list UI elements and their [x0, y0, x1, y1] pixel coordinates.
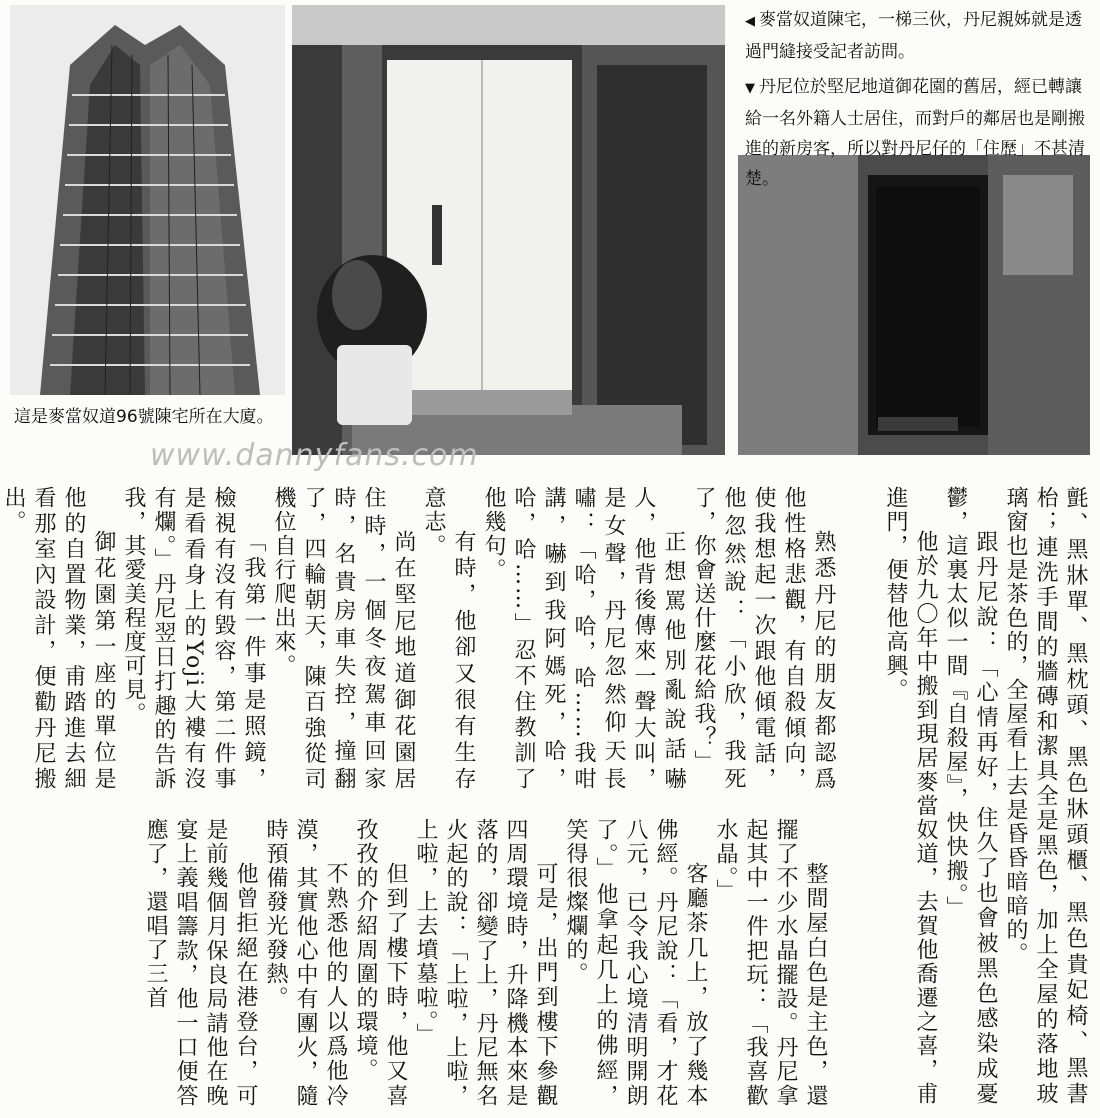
- old-residence-caption: [745, 72, 1095, 194]
- old-residence-caption-text: 丹尼位於堅尼地道御花園的舊居，經已轉讓給一名外籍人士居住，而對戶的鄰居也是剛搬進的新房客，所以對丹尼仔的「住歷」不甚清楚。: [745, 77, 1085, 189]
- article-upper-block: [1, 486, 838, 791]
- building-photo: [10, 5, 285, 395]
- dark-door-illustration: [738, 155, 1090, 455]
- article-paragraph: 但到了樓下時，他又喜孜孜的介紹周圍的環境。: [353, 818, 408, 1108]
- article-paragraph: 尚在堅尼地道御花園居住時，一個冬夜駕車回家時，名貴房車失控，撞翻了，四輪朝天，陳百強從司機位自行爬出來。: [271, 486, 416, 791]
- building-illustration: [10, 5, 285, 395]
- article-paragraph: 有時，他卻又很有生存意志。: [421, 486, 476, 791]
- watermark: www.dannyfans.com: [150, 438, 479, 473]
- article-paragraph: 他於九〇年中搬到現居麥當奴道，去賀他喬遷之喜，甫進門，便替他高興。: [883, 486, 938, 1106]
- article-paragraph: 整間屋白色是主色，還擺了不少水晶擺設。丹尼拿起其中一件把玩：「我喜歡水晶。」: [713, 818, 828, 1108]
- down-arrow-icon: ▼: [745, 81, 755, 96]
- door-illustration: [292, 5, 725, 455]
- building-caption: 這是麥當奴道96號陳宅所在大廈。: [14, 407, 274, 427]
- article-paragraph: 熟悉丹尼的朋友都認爲他性格悲觀，有自殺傾向，使我想起一次跟他傾電話，他忽然說：「小欣，我死了，你會送什麼花給我？」: [691, 486, 836, 791]
- article-paragraph: 不熟悉他的人以爲他冷漠，其實他心中有團火，隨時預備發光發熱。: [263, 818, 348, 1108]
- article-paragraph: 客廳茶几上，放了幾本佛經。丹尼說：「看，才花八元，已令我心境清明開朗了。」他拿起几上的佛經，笑得很燦爛的。: [563, 818, 708, 1108]
- article-paragraph: 御花園第一座的單位是他的自置物業，甫踏進去細看那室內設計，便勸丹尼搬出。: [1, 486, 116, 791]
- door-with-plant-photo: [292, 5, 725, 455]
- dark-door-photo: [738, 155, 1090, 455]
- article-paragraph: 他曾拒絕在港登台，可是前幾個月保良局請他在晚宴上義唱籌款，他一口便答應了，還唱了三首: [143, 818, 258, 1108]
- article-right-block: [850, 486, 1090, 1106]
- door-caption-text: 麥當奴道陳宅，一梯三伙，丹尼親姊就是透過門縫接受記者訪問。: [745, 10, 1082, 62]
- article-paragraph: 氈、黑牀單、黑枕頭、黑色牀頭櫃、黑色貴妃椅、黑書枱；連洗手間的牆磚和潔具全是黑色，加上全屋的落地玻璃窗也是茶色的，全屋看上去是昏昏暗暗的。: [1003, 486, 1088, 1106]
- article-paragraph: 正想罵他別亂說話嚇人，他背後傳來一聲大叫，是女聲，丹尼忽然仰天長嘯：「哈，哈，哈……我咁講，嚇到我阿媽死，哈，哈，哈……」忍不住教訓了他幾句。: [481, 486, 686, 791]
- article-paragraph: 跟丹尼說：「心情再好，住久了也會被黑色感染成憂鬱，這裏太似一間『自殺屋』，快快搬。」: [943, 486, 998, 1106]
- article-lower-block: [143, 818, 830, 1108]
- article-paragraph: 「我第一件事是照鏡，檢視有沒有毀容，第二件事是看看身上的Yoji大褸有沒有爛。」丹尼翌日打趣的告訴我，其愛美程度可見。: [121, 486, 266, 791]
- article-paragraph: 可是，出門到樓下參觀四周環境時，升降機本來是落的，卻變了上，丹尼無名火起的說：「上啦，上啦，上啦，上去墳墓啦。」: [413, 818, 558, 1108]
- left-arrow-icon: ◀: [745, 14, 755, 29]
- door-caption: [745, 5, 1095, 67]
